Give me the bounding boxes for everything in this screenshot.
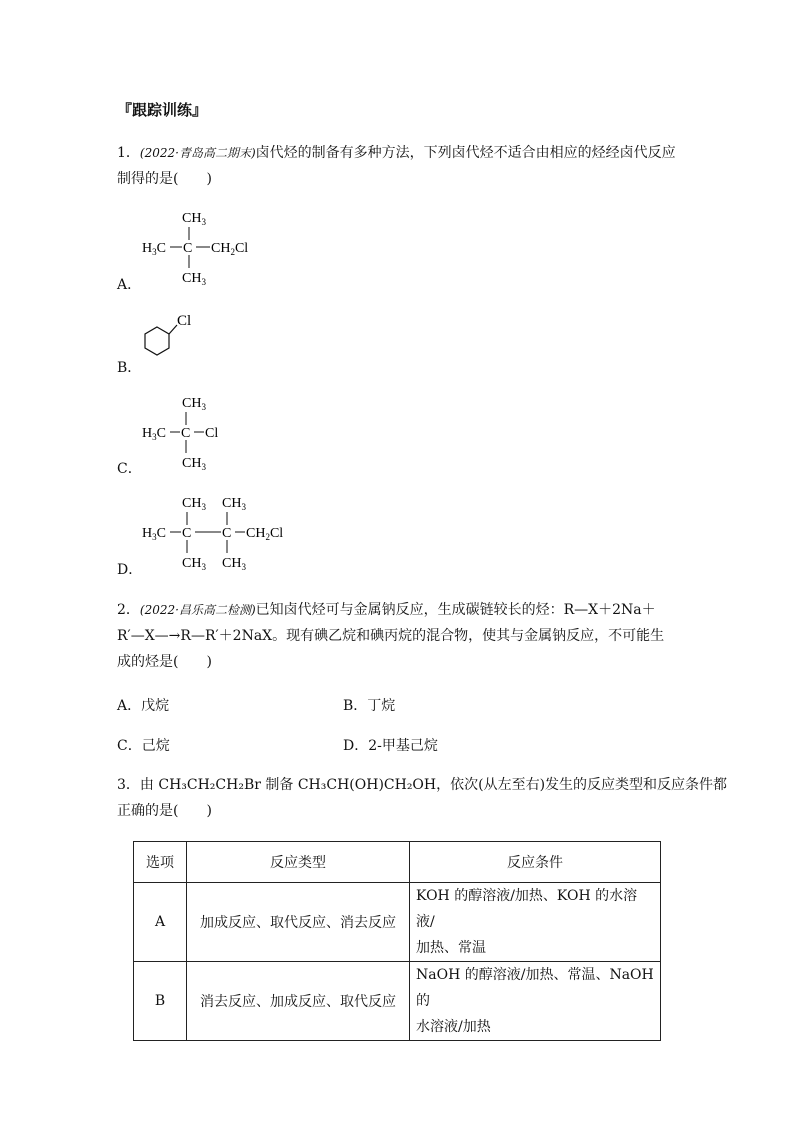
question-2-line-1 (117, 597, 656, 623)
methyl-left: $H_3C$ (142, 526, 166, 542)
methyl-top-2: $CH_3$ (222, 496, 246, 512)
option-c-label: C． (117, 461, 142, 477)
methyl-bottom-2: $CH_3$ (222, 556, 246, 572)
methyl-bottom: $CH_3$ (182, 271, 206, 287)
table-row (134, 962, 661, 1041)
options-table (133, 841, 661, 1041)
chloromethyl: $CH_2Cl$ (211, 241, 249, 257)
chloromethyl: $CH_2Cl$ (246, 526, 284, 542)
structure-c (138, 392, 238, 472)
structure-a (138, 205, 268, 290)
carbon-1: C (182, 526, 192, 541)
q2-option-d: D．2-甲基己烷 (343, 738, 438, 754)
type-cell: 加成反应、取代反应、消去反应 (187, 883, 410, 962)
option-d-label: D． (117, 562, 143, 578)
carbon-2: C (222, 526, 232, 541)
q2-option-b: B．丁烷 (343, 698, 396, 714)
methyl-top: $CH_3$ (182, 211, 206, 227)
option-cell: B (134, 962, 187, 1041)
question-2-line-3: 成的烃是( ) (117, 654, 212, 670)
chlorine-atom: Cl (205, 426, 219, 441)
methyl-left: $H_3C$ (142, 241, 166, 257)
chlorine-atom: Cl (177, 313, 192, 329)
central-carbon: C (183, 241, 193, 256)
type-cell: 消去反应、加成反应、取代反应 (187, 962, 410, 1041)
methyl-top: $CH_3$ (182, 396, 206, 412)
structure-b (135, 310, 205, 370)
header-reaction-type: 反应类型 (187, 842, 410, 883)
methyl-left: $H_3C$ (142, 426, 166, 442)
question-1-line-1 (117, 140, 676, 166)
condition-cell: NaOH 的醇溶液/加热、常温、NaOH 的 水溶液/加热 (410, 962, 661, 1041)
question-1-line-2: 制得的是( ) (117, 171, 212, 187)
question-source: (2022·昌乐高二检测) (139, 603, 256, 617)
section-header: 『跟踪训练』 (117, 101, 208, 119)
question-2-line-2: R′—X—→R—R′＋2NaX。现有碘乙烷和碘丙烷的混合物，使其与金属钠反应，不可能生 (117, 628, 665, 644)
question-number: 2． (117, 602, 140, 618)
condition-cell: KOH 的醇溶液/加热、KOH 的水溶液/ 加热、常温 (410, 883, 661, 962)
q2-option-a: A．戊烷 (117, 698, 170, 714)
header-reaction-condition: 反应条件 (410, 842, 661, 883)
header-option: 选项 (134, 842, 187, 883)
table-header-row (134, 842, 661, 883)
table-row (134, 883, 661, 962)
option-cell: A (134, 883, 187, 962)
question-source: (2022·青岛高二期末) (139, 146, 256, 160)
structure-d (138, 492, 298, 572)
central-carbon: C (181, 426, 191, 441)
methyl-bottom: $CH_3$ (182, 456, 206, 472)
question-3-line-1: 3．由 CH₃CH₂CH₂Br 制备 CH₃CH(OH)CH₂OH，依次(从左至右)发生的反应类型和反应条件都 (117, 777, 728, 793)
option-b-label: B． (117, 360, 142, 376)
question-3-line-2: 正确的是( ) (117, 803, 212, 819)
methyl-top-1: $CH_3$ (182, 496, 206, 512)
methyl-bottom-1: $CH_3$ (182, 556, 206, 572)
option-a-label: A． (117, 277, 142, 293)
q2-option-c: C．己烷 (117, 738, 170, 754)
question-text: 卤代烃的制备有多种方法，下列卤代烃不适合由相应的烃经卤代反应 (255, 145, 676, 161)
question-number: 1． (117, 145, 140, 161)
question-text: 已知卤代烃可与金属钠反应，生成碳链较长的烃：R—X＋2Na＋ (255, 602, 656, 618)
